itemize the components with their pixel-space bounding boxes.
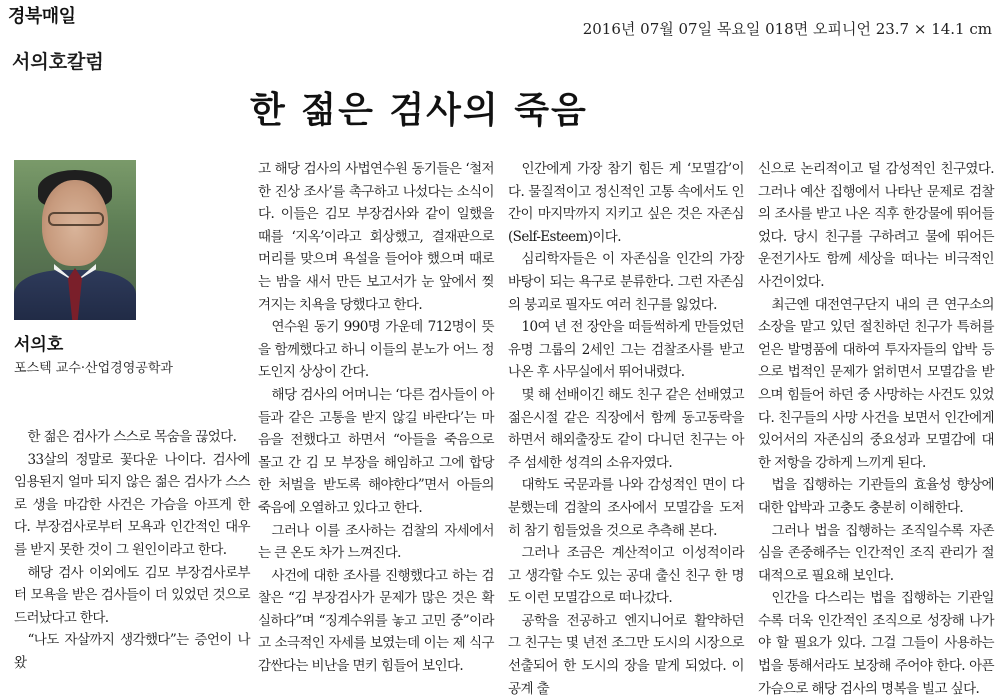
- article-column-3: [508, 158, 744, 700]
- article-column-1: [14, 426, 250, 675]
- article-paragraph: 심리학자들은 이 자존심을 인간의 가장 바탕이 되는 욕구로 분류한다. 그런 자존심의 붕괴로 필자도 여러 친구를 잃었다.: [508, 251, 744, 313]
- article-paragraph: 최근엔 대전연구단지 내의 큰 연구소의 소장을 맡고 있던 절친하던 친구가 특허를 얻은 발명품에 대하여 투자자들의 압박 등으로 법적인 문제가 얽히면서 모멸감을 받으며 힘들어 하던 중 사망하는 사건도 있었다. 친구들의 사망 사건을 보면서 인간에게 있어서의 자존심의 중요성과 모멸감에 대한 저항을 강하게 느끼게 된다.: [758, 296, 994, 471]
- article-paragraph: 인간에게 가장 참기 힘든 게 ‘모멸감’이다. 물질적이고 정신적인 고통 속에서도 인간이 마지막까지 지키고 싶은 것은 자존심(Self-Esteem)이다.: [508, 161, 744, 245]
- article-paragraph: 법을 집행하는 기관들의 효율성 향상에 대한 압박과 고충도 충분히 이해한다.: [758, 477, 994, 516]
- article-paragraph: 인간을 다스리는 법을 집행하는 기관일수록 더욱 인간적인 조직으로 성장해 나가야 할 필요가 있다. 그걸 그들이 사용하는 법을 통해서라도 보장해 주어야 한다. 아픈 가슴으로 해당 검사의 명복을 빌고 싶다.: [758, 590, 994, 697]
- article-paragraph: 그러나 이를 조사하는 검찰의 자세에서는 큰 온도 차가 느껴진다.: [258, 522, 494, 562]
- article-paragraph: 그러나 조금은 계산적이고 이성적이라고 생각할 수도 있는 공대 출신 친구 한 명도 이런 모멸감으로 떠나갔다.: [508, 545, 744, 607]
- article-paragraph: 10여 년 전 장안을 떠들썩하게 만들었던 유명 그룹의 2세인 그는 검찰조사를 받고 나온 후 사무실에서 뛰어내렸다.: [508, 319, 744, 381]
- article-paragraph: 고 해당 검사의 사법연수원 동기들은 ‘철저한 진상 조사’를 촉구하고 나섰다는 소식이다. 이들은 김모 부장검사와 같이 일했을 때를 ‘지옥’이라고 회상했고, 결재판으로 머리를 맞으며 욕설을 들어야 했으며 때로는 밤을 새서 만든 보고서가 눈 앞에서 찢겨지는 치욕을 당했다고 한다.: [258, 161, 494, 313]
- column-name: 서의호칼럼: [12, 51, 104, 73]
- article-column-2: [258, 158, 494, 678]
- article-paragraph: 그러나 법을 집행하는 조직일수록 자존심을 존중해주는 인간적인 조직 관리가 절대적으로 필요해 보인다.: [758, 522, 994, 584]
- article-column-4: [758, 158, 994, 700]
- newspaper-masthead: 경북매일: [8, 6, 76, 27]
- author-title: 포스텍 교수·산업경영공학과: [14, 361, 173, 376]
- publication-meta: 2016년 07월 07일 목요일 018면 오피니언 23.7 × 14.1 cm: [582, 20, 992, 38]
- article-paragraph: 신으로 논리적이고 덜 감성적인 친구였다. 그러나 예산 집행에서 나타난 문제로 검찰의 조사를 받고 나온 직후 한강물에 뛰어들었다. 당시 친구를 구하려고 물에 뛰어든 운전기사도 함께 세상을 떠나는 비극적인 사건이었다.: [758, 161, 994, 290]
- author-name: 서의호: [14, 335, 64, 355]
- article-paragraph: 해당 검사 이외에도 김모 부장검사로부터 모욕을 받은 검사들이 더 있었던 것으로 드러났다고 한다.: [14, 564, 250, 626]
- article-paragraph: 대학도 국문과를 나와 감성적인 면이 다분했는데 검찰의 조사에서 모멸감을 도저히 참기 힘들었을 것으로 추측해 본다.: [508, 477, 744, 539]
- headline: 한 젊은 검사의 죽음: [250, 90, 588, 131]
- article-paragraph: “나도 자살까지 생각했다”는 증언이 나왔: [14, 632, 250, 671]
- author-photo: [14, 160, 136, 320]
- article-paragraph: 한 젊은 검사가 스스로 목숨을 끊었다.: [27, 429, 237, 445]
- article-paragraph: 연수원 동기 990명 가운데 712명이 뜻을 함께했다고 하니 이들의 분노가 어느 정도인지 상상이 간다.: [258, 319, 494, 381]
- article-paragraph: 몇 해 선배이긴 해도 친구 같은 선배였고 젊은시절 같은 직장에서 함께 동고동락을 하면서 해외출장도 같이 다니던 친구는 아주 섬세한 성격의 소유자였다.: [508, 386, 744, 471]
- article-paragraph: 사건에 대한 조사를 진행했다고 하는 검찰은 “김 부장검사가 문제가 많은 것은 확실하다”며 “징계수위를 놓고 고민 중”이라고 소극적인 자세를 보였는데 이는 제 식구 감싼다는 비난을 면키 힘들어 보인다.: [258, 567, 494, 675]
- article-paragraph: 33살의 정말로 꽃다운 나이다. 검사에 임용된지 얼마 되지 않은 젊은 검사가 스스로 생을 마감한 사건은 가슴을 아프게 한다. 부장검사로부터 모욕과 인간적인 대우를 받지 못한 것이 그 원인이라고 한다.: [14, 451, 250, 558]
- article-paragraph: 공학을 전공하고 엔지니어로 활약하던 그 친구는 몇 년전 조그만 도시의 시장으로 선출되어 한 도시의 장을 맡게 되었다. 이공계 출: [508, 612, 744, 697]
- article-paragraph: 해당 검사의 어머니는 ‘다른 검사들이 아들과 같은 고통을 받지 않길 바란다’는 마음을 전했다고 하면서 “아들을 죽음으로 몰고 간 김 모 부장을 해임하고 그에 합당한 처벌을 받도록 해야한다”면서 아들의 죽음에 오열하고 있다고 한다.: [258, 386, 494, 516]
